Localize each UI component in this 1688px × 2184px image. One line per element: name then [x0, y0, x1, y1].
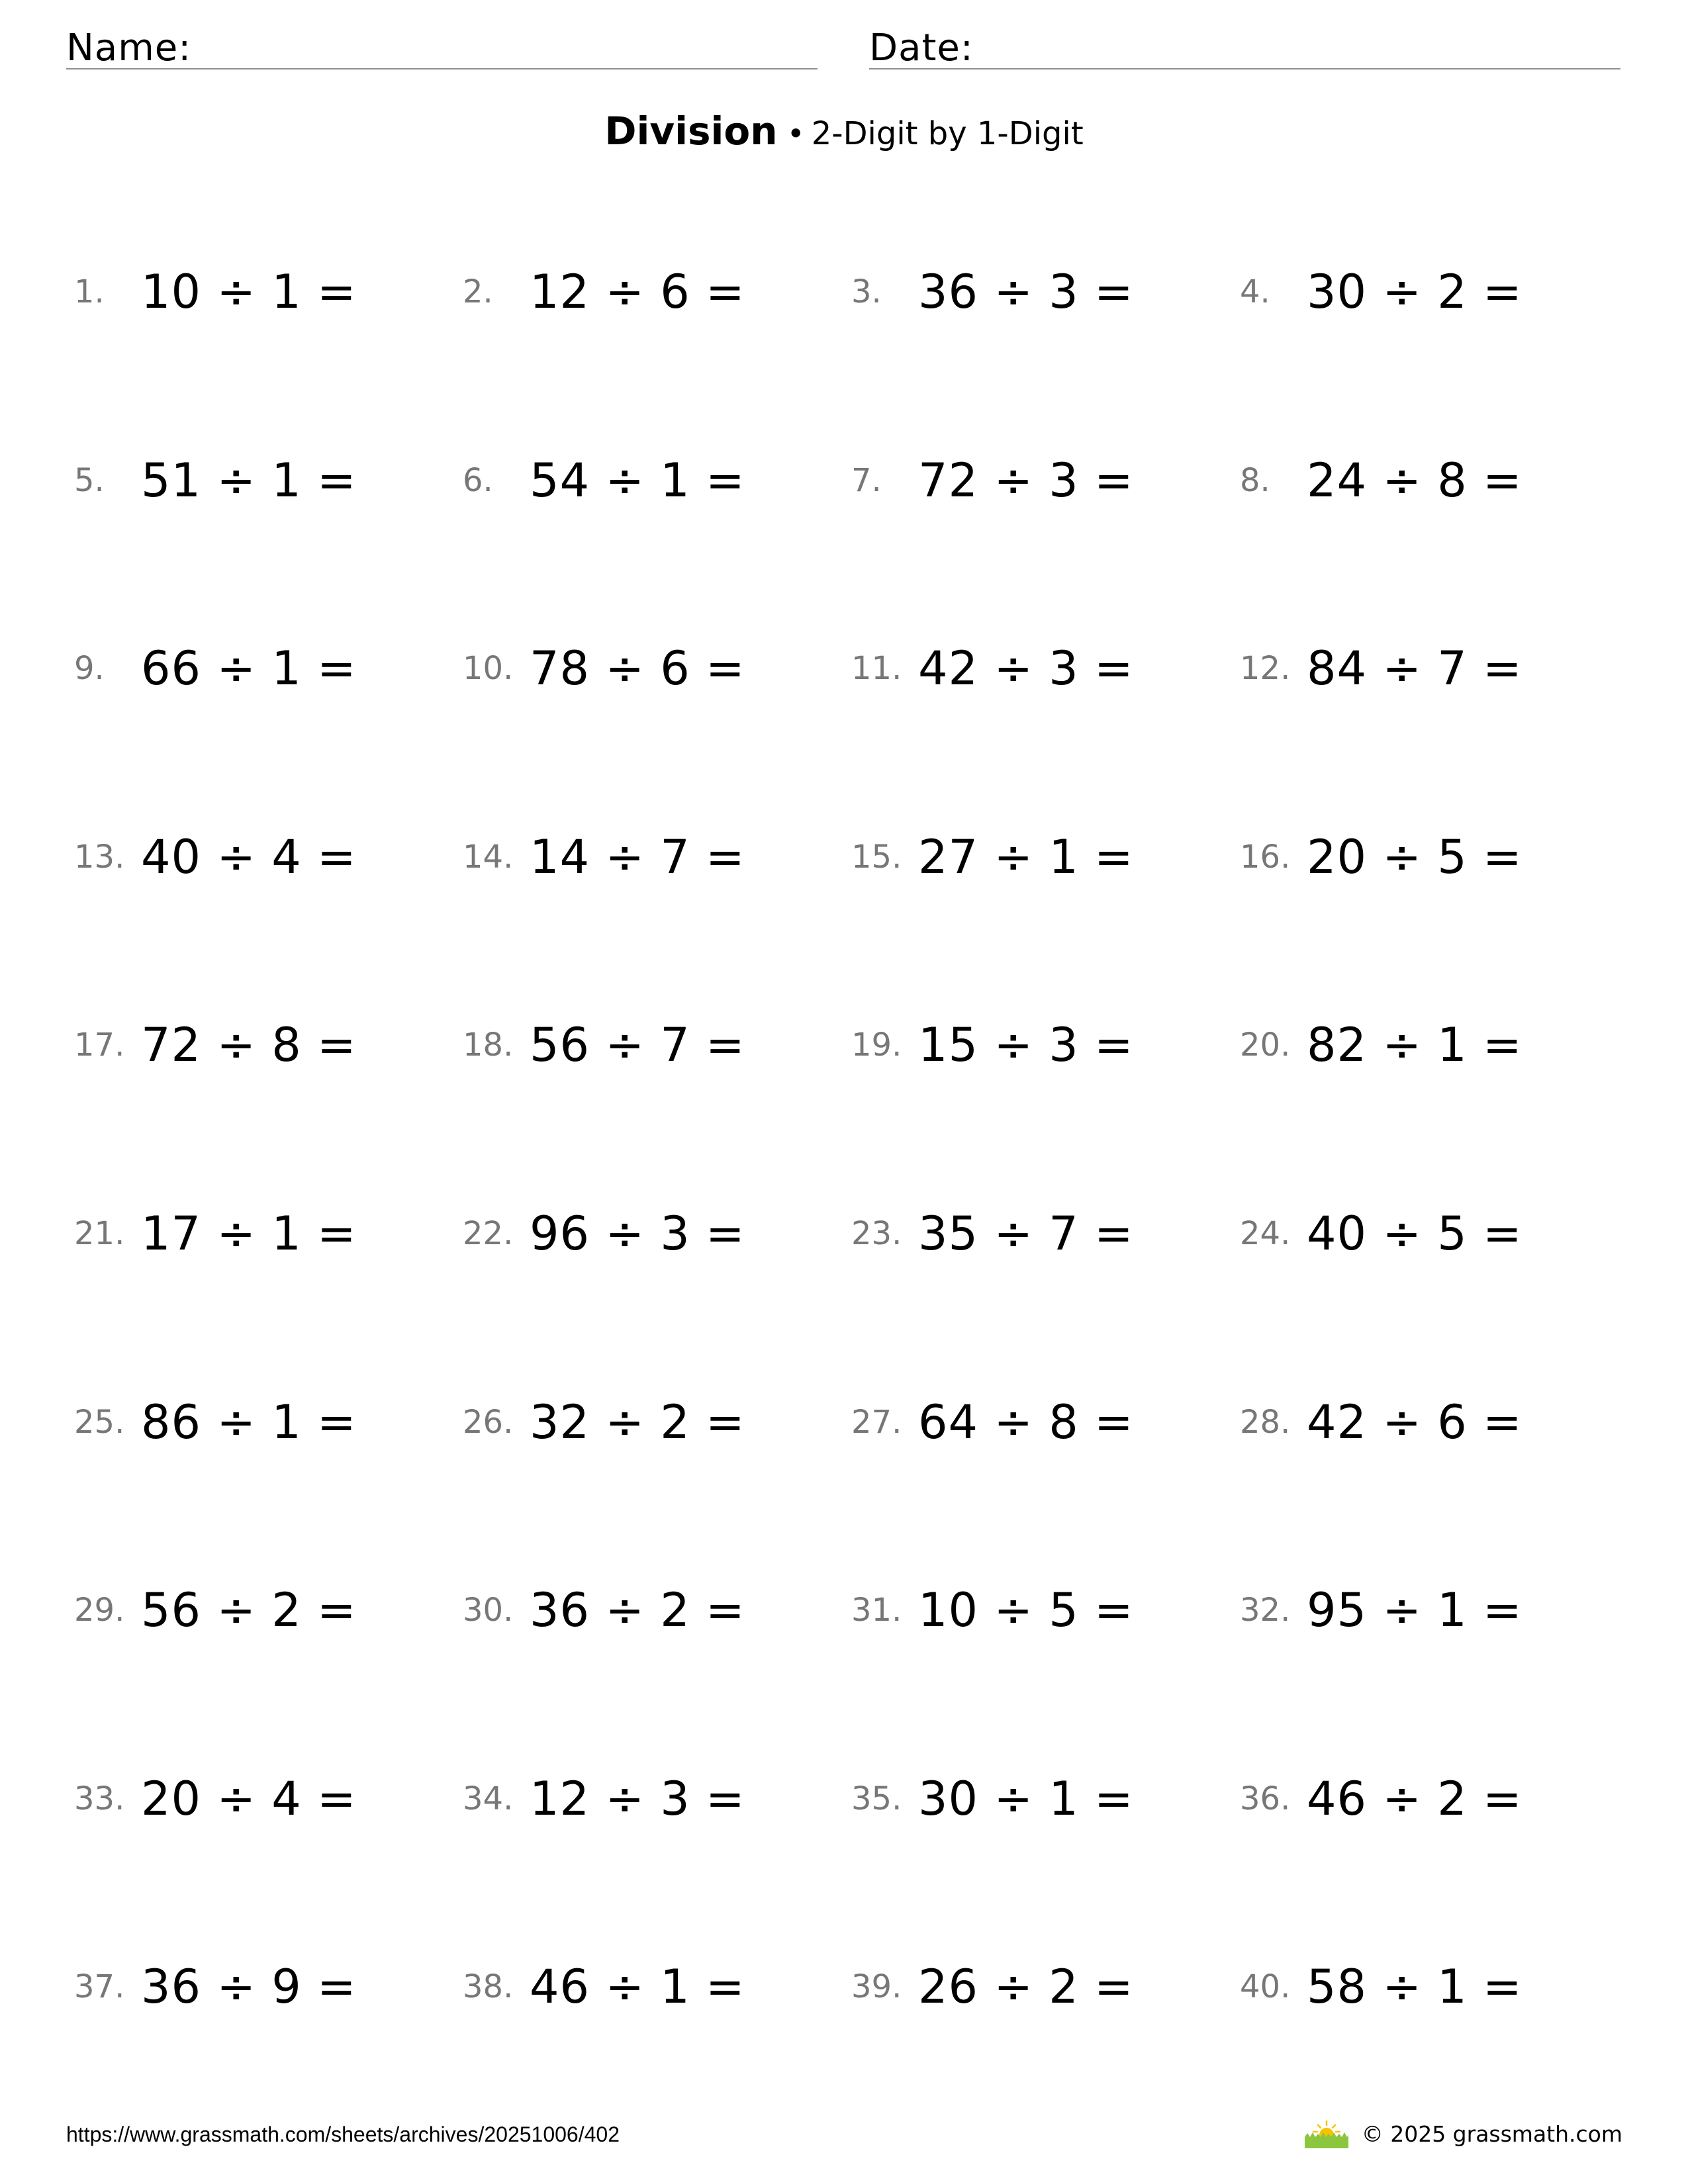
problem-number: 22. [463, 1215, 514, 1252]
problem-expression: 66 ÷ 1 = [141, 641, 357, 696]
problem-number: 13. [74, 839, 125, 876]
problem-number: 32. [1240, 1592, 1291, 1629]
problem-number: 39. [851, 1968, 902, 2005]
problem-number: 2. [463, 273, 493, 310]
title-main: Division [604, 109, 778, 154]
problem-expression: 27 ÷ 1 = [918, 830, 1134, 884]
problem-number: 14. [463, 839, 514, 876]
problem-number: 23. [851, 1215, 902, 1252]
problem-number: 24. [1240, 1215, 1291, 1252]
problem-number: 40. [1240, 1968, 1291, 2005]
problem-expression: 32 ÷ 2 = [530, 1395, 745, 1449]
problem-expression: 64 ÷ 8 = [918, 1395, 1134, 1449]
problem-expression: 14 ÷ 7 = [530, 830, 745, 884]
problem-expression: 10 ÷ 5 = [918, 1583, 1134, 1637]
problem-number: 16. [1240, 839, 1291, 876]
problem-expression: 46 ÷ 2 = [1307, 1772, 1523, 1826]
problem-number: 11. [851, 650, 902, 687]
problem-expression: 56 ÷ 2 = [141, 1583, 357, 1637]
footer-url: https://www.grassmath.com/sheets/archives/20251006/402 [66, 2122, 620, 2146]
problem-number: 1. [74, 273, 105, 310]
problem-expression: 20 ÷ 4 = [141, 1772, 357, 1826]
problem-number: 36. [1240, 1780, 1291, 1817]
problem-number: 19. [851, 1026, 902, 1064]
problem-number: 26. [463, 1404, 514, 1441]
problem-expression: 12 ÷ 6 = [530, 265, 745, 319]
problem-expression: 58 ÷ 1 = [1307, 1960, 1523, 2014]
problem-number: 30. [463, 1592, 514, 1629]
problem-number: 21. [74, 1215, 125, 1252]
problem-expression: 30 ÷ 1 = [918, 1772, 1134, 1826]
problem-expression: 36 ÷ 2 = [530, 1583, 745, 1637]
name-line [66, 68, 818, 69]
problem-expression: 20 ÷ 5 = [1307, 830, 1523, 884]
footer-copyright: © 2025 grassmath.com [1361, 2121, 1622, 2147]
title-subtitle: 2-Digit by 1-Digit [811, 115, 1084, 152]
problem-expression: 72 ÷ 8 = [141, 1018, 357, 1072]
problem-number: 29. [74, 1592, 125, 1629]
problem-number: 8. [1240, 462, 1270, 499]
problem-expression: 30 ÷ 2 = [1307, 265, 1523, 319]
problem-expression: 17 ÷ 1 = [141, 1206, 357, 1261]
problem-expression: 26 ÷ 2 = [918, 1960, 1134, 2014]
problem-expression: 42 ÷ 6 = [1307, 1395, 1523, 1449]
problem-expression: 36 ÷ 9 = [141, 1960, 357, 2014]
footer-brand [1303, 2120, 1622, 2149]
problem-expression: 46 ÷ 1 = [530, 1960, 745, 2014]
problem-expression: 15 ÷ 3 = [918, 1018, 1134, 1072]
problem-number: 34. [463, 1780, 514, 1817]
problem-number: 27. [851, 1404, 902, 1441]
problem-number: 3. [851, 273, 882, 310]
name-label: Name: [66, 26, 192, 69]
problem-number: 37. [74, 1968, 125, 2005]
problem-number: 38. [463, 1968, 514, 2005]
date-line [869, 68, 1620, 69]
problem-number: 6. [463, 462, 493, 499]
problem-expression: 35 ÷ 7 = [918, 1206, 1134, 1261]
problem-number: 12. [1240, 650, 1291, 687]
problem-expression: 78 ÷ 6 = [530, 641, 745, 696]
problem-expression: 95 ÷ 1 = [1307, 1583, 1523, 1637]
problem-expression: 54 ÷ 1 = [530, 453, 745, 508]
problem-expression: 51 ÷ 1 = [141, 453, 357, 508]
title-separator: • [786, 116, 805, 152]
problem-expression: 40 ÷ 4 = [141, 830, 357, 884]
problem-expression: 84 ÷ 7 = [1307, 641, 1523, 696]
problem-number: 10. [463, 650, 514, 687]
problem-expression: 86 ÷ 1 = [141, 1395, 357, 1449]
problem-number: 33. [74, 1780, 125, 1817]
problem-number: 7. [851, 462, 882, 499]
problem-number: 20. [1240, 1026, 1291, 1064]
date-label: Date: [869, 26, 974, 69]
problem-number: 31. [851, 1592, 902, 1629]
problem-expression: 12 ÷ 3 = [530, 1772, 745, 1826]
problem-expression: 96 ÷ 3 = [530, 1206, 745, 1261]
problem-number: 18. [463, 1026, 514, 1064]
problem-number: 15. [851, 839, 902, 876]
problem-expression: 56 ÷ 7 = [530, 1018, 745, 1072]
problem-expression: 40 ÷ 5 = [1307, 1206, 1523, 1261]
grass-sun-logo-icon [1303, 2119, 1350, 2150]
problem-number: 17. [74, 1026, 125, 1064]
problem-expression: 42 ÷ 3 = [918, 641, 1134, 696]
problem-expression: 72 ÷ 3 = [918, 453, 1134, 508]
worksheet-title [0, 105, 1688, 167]
problem-number: 4. [1240, 273, 1270, 310]
problem-expression: 10 ÷ 1 = [141, 265, 357, 319]
problem-number: 5. [74, 462, 105, 499]
problem-expression: 24 ÷ 8 = [1307, 453, 1523, 508]
problem-number: 25. [74, 1404, 125, 1441]
problem-number: 9. [74, 650, 105, 687]
problem-number: 28. [1240, 1404, 1291, 1441]
problem-expression: 82 ÷ 1 = [1307, 1018, 1523, 1072]
problem-expression: 36 ÷ 3 = [918, 265, 1134, 319]
problem-number: 35. [851, 1780, 902, 1817]
